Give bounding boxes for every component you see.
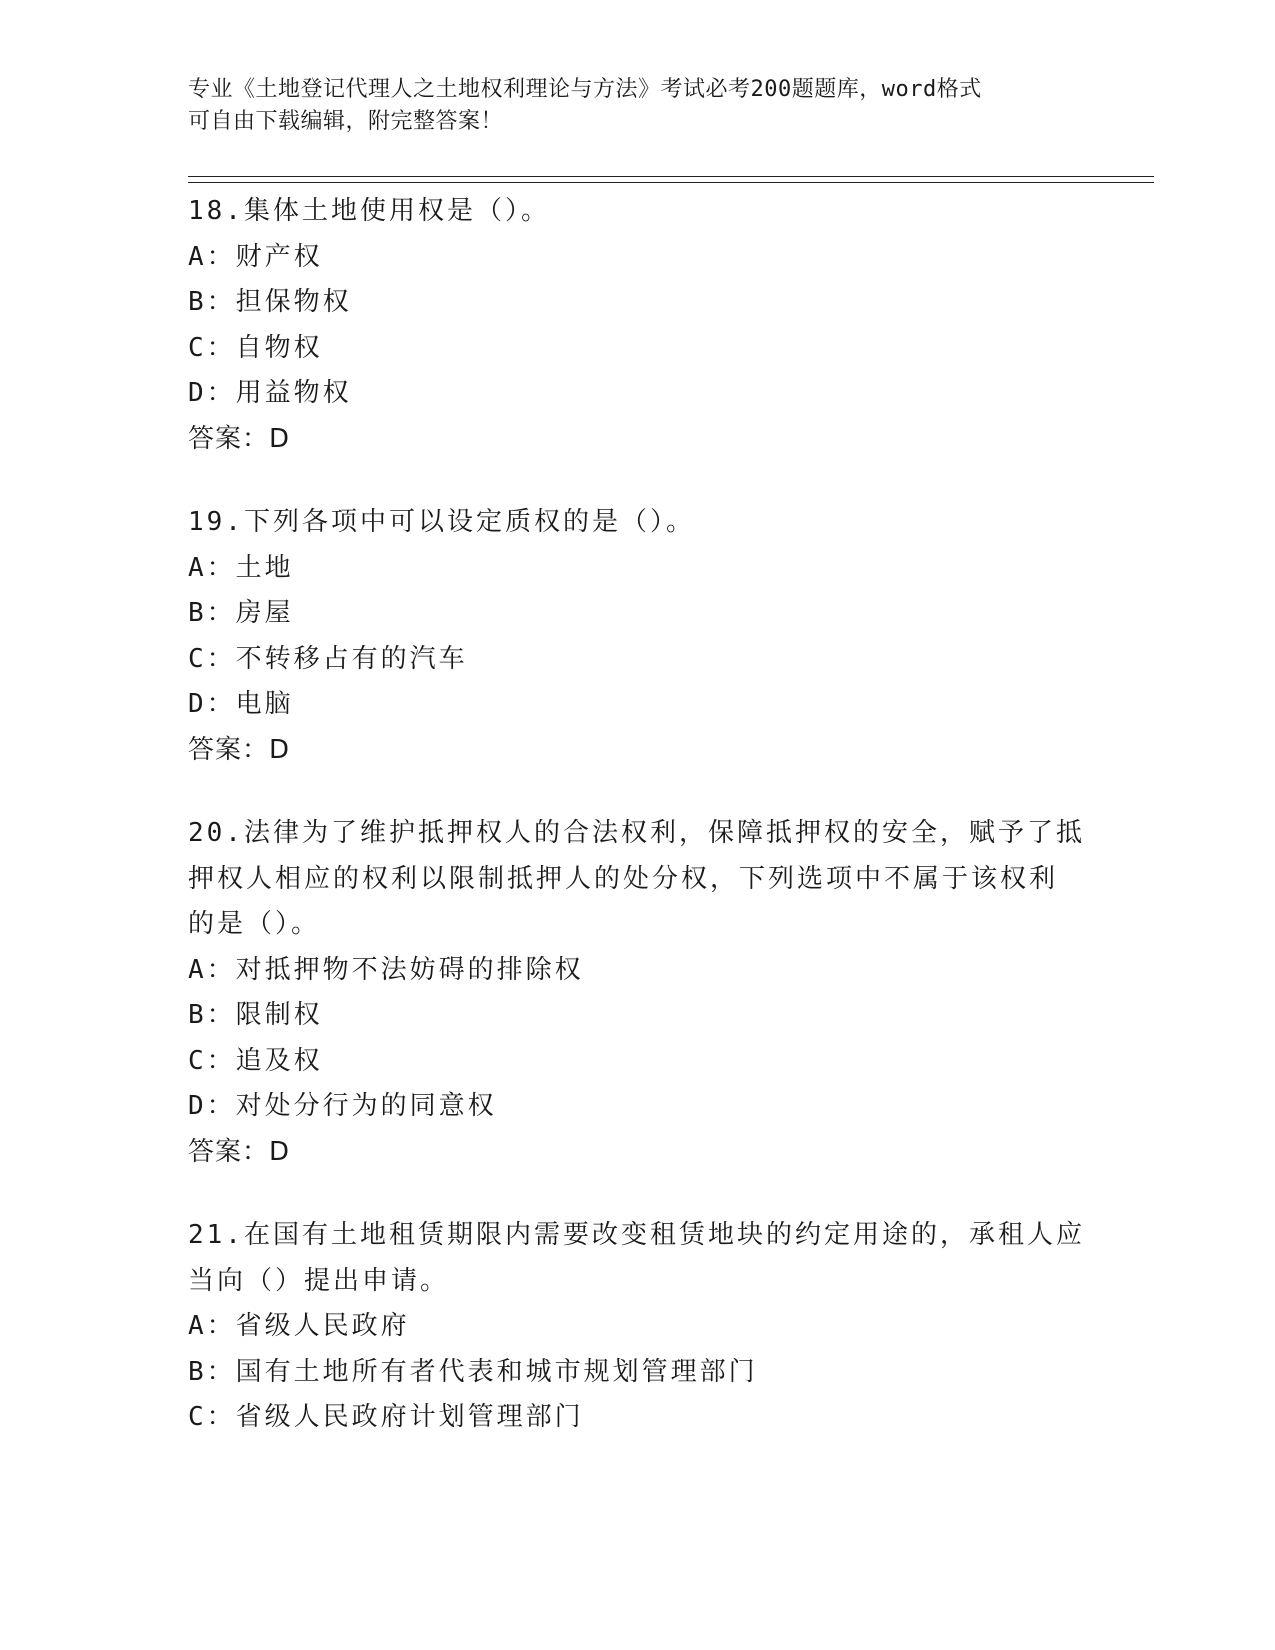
answer: 答案：D (188, 1136, 291, 1167)
option-b: B：限制权 (188, 1000, 323, 1030)
option-d: D：用益物权 (188, 378, 352, 408)
question-list (188, 189, 1088, 1479)
document-header (188, 74, 1088, 138)
question-stem-line-2: 押权人相应的权利以限制抵押人的处分权，下列选项中不属于该权利 (188, 863, 1059, 894)
header-line-2: 可自由下载编辑，附完整答案！ (188, 109, 504, 134)
option-d: D：对处分行为的同意权 (188, 1091, 497, 1121)
header-line-1: 专业《土地登记代理人之土地权利理论与方法》考试必考200题题库，word格式 (188, 77, 982, 102)
question-21 (188, 1213, 1088, 1441)
option-a: A：对抵押物不法妨碍的排除权 (188, 954, 584, 985)
option-b: B：国有土地所有者代表和城市规划管理部门 (188, 1356, 758, 1387)
header-divider-top (188, 176, 1154, 177)
question-18 (188, 189, 1088, 462)
header-divider-bottom (188, 182, 1154, 183)
question-stem-line-2: 当向（）提出申请。 (188, 1265, 450, 1296)
question-stem-line-1: 21.在国有土地租赁期限内需要改变租赁地块的约定用途的，承租人应 (188, 1220, 1085, 1250)
option-a: A：省级人民政府 (188, 1311, 410, 1341)
answer: 答案：D (188, 423, 291, 454)
question-stem-line-3: 的是（）。 (188, 909, 321, 939)
option-d: D：电脑 (188, 689, 294, 719)
option-b: B：房屋 (188, 598, 294, 628)
answer: 答案：D (188, 734, 291, 765)
question-stem: 18.集体土地使用权是（）。 (188, 196, 550, 226)
question-stem: 19.下列各项中可以设定质权的是（）。 (188, 507, 695, 537)
option-c: C：追及权 (188, 1045, 323, 1076)
option-b: B：担保物权 (188, 287, 352, 317)
option-c: C：不转移占有的汽车 (188, 643, 468, 674)
question-20 (188, 811, 1088, 1175)
option-a: A：土地 (188, 552, 294, 583)
question-stem-line-1: 20.法律为了维护抵押权人的合法权利，保障抵押权的安全，赋予了抵 (188, 818, 1085, 848)
option-c: C：省级人民政府计划管理部门 (188, 1402, 584, 1432)
option-a: A：财产权 (188, 241, 323, 272)
question-19 (188, 500, 1088, 773)
option-c: C：自物权 (188, 332, 323, 363)
